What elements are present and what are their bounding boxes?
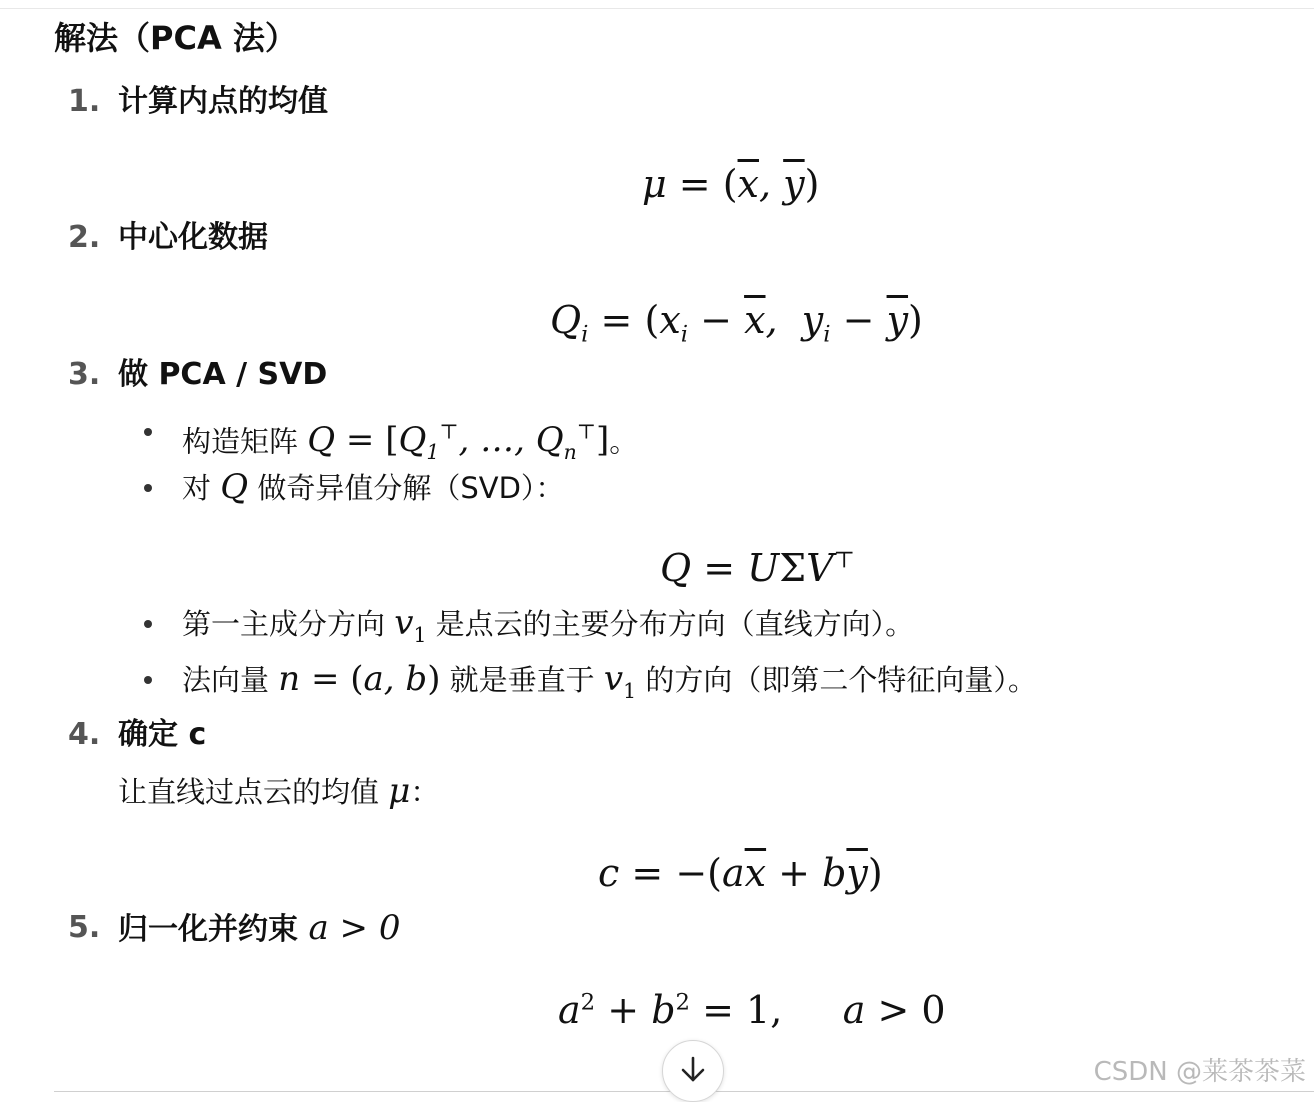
step-number-2: 2. (68, 220, 101, 255)
bullet-dot (144, 676, 152, 684)
bullet-dot (144, 620, 152, 628)
bullet-normal (182, 659, 1037, 711)
bullet-dot (144, 428, 152, 436)
bullet-text: 构造矩阵 (182, 424, 299, 459)
matrix-math: $Q = [Q_1^⊤$, …, $Q_n^⊤$] (307, 420, 610, 465)
arrow-down-icon (678, 1055, 708, 1085)
formula-svd: Q = UΣV⊤ (660, 546, 855, 590)
step-number-1: 1. (68, 84, 101, 119)
bullet-text: 的方向（即第二个特征向量）。 (645, 663, 1037, 697)
watermark: CSDN @莱茶茶菜 (1093, 1057, 1306, 1087)
inline-math: $v_1$ (394, 603, 427, 647)
inline-math: a > 0 (308, 908, 401, 948)
formula-centered: $Q_i = (x_i - \overline{x}$, $y_i - \overline{y}$) (550, 298, 923, 348)
inline-math: μ (388, 771, 411, 811)
formula-mean (642, 162, 819, 206)
bullet-text: 做奇异值分解（SVD）： (257, 471, 565, 505)
step-title-2: 中心化数据 (118, 220, 268, 255)
step4-description (118, 771, 439, 812)
bullet-construct-matrix (182, 412, 638, 472)
step-title-4: 确定 c (118, 717, 207, 752)
bullet-end: 。 (609, 424, 639, 459)
bullet-text: 是点云的主要分布方向（直线方向）。 (435, 607, 915, 641)
bullet-text: 对 (182, 471, 212, 505)
formula-mean-text: $\mu = (\overline{x}$, $\overline{y}$) (642, 162, 820, 206)
bullet-dot (144, 484, 152, 492)
step-number-4: 4. (68, 717, 101, 752)
step-title-3: 做 PCA / SVD (118, 357, 328, 392)
inline-math: Q (220, 467, 249, 507)
step-number-5: 5. (68, 910, 101, 945)
step-title-text: 归一化并约束 (118, 912, 298, 947)
bullet-principal (182, 603, 914, 655)
top-divider (0, 8, 1314, 9)
step-title-5 (118, 908, 400, 950)
desc-end: ： (410, 775, 440, 809)
inline-math: $v_1$ (603, 659, 637, 703)
formula-normalize: $a^2 + b^2 = 1$, a > 0 (558, 988, 946, 1032)
formula-c: $c = -(a\overline{x} + b\overline{y})$ (598, 851, 883, 895)
section-heading: 解法（PCA 法） (54, 19, 297, 57)
bullet-text: 法向量 (182, 663, 270, 697)
inline-math: n = (a, b) (278, 659, 441, 699)
bullet-svd (182, 467, 564, 508)
step-number-3: 3. (68, 357, 101, 392)
bullet-text: 就是垂直于 (449, 663, 595, 697)
step-title-1: 计算内点的均值 (118, 84, 328, 119)
desc-text: 让直线过点云的均值 (118, 775, 380, 809)
bullet-text: 第一主成分方向 (182, 607, 386, 641)
scroll-down-button[interactable] (662, 1040, 724, 1102)
